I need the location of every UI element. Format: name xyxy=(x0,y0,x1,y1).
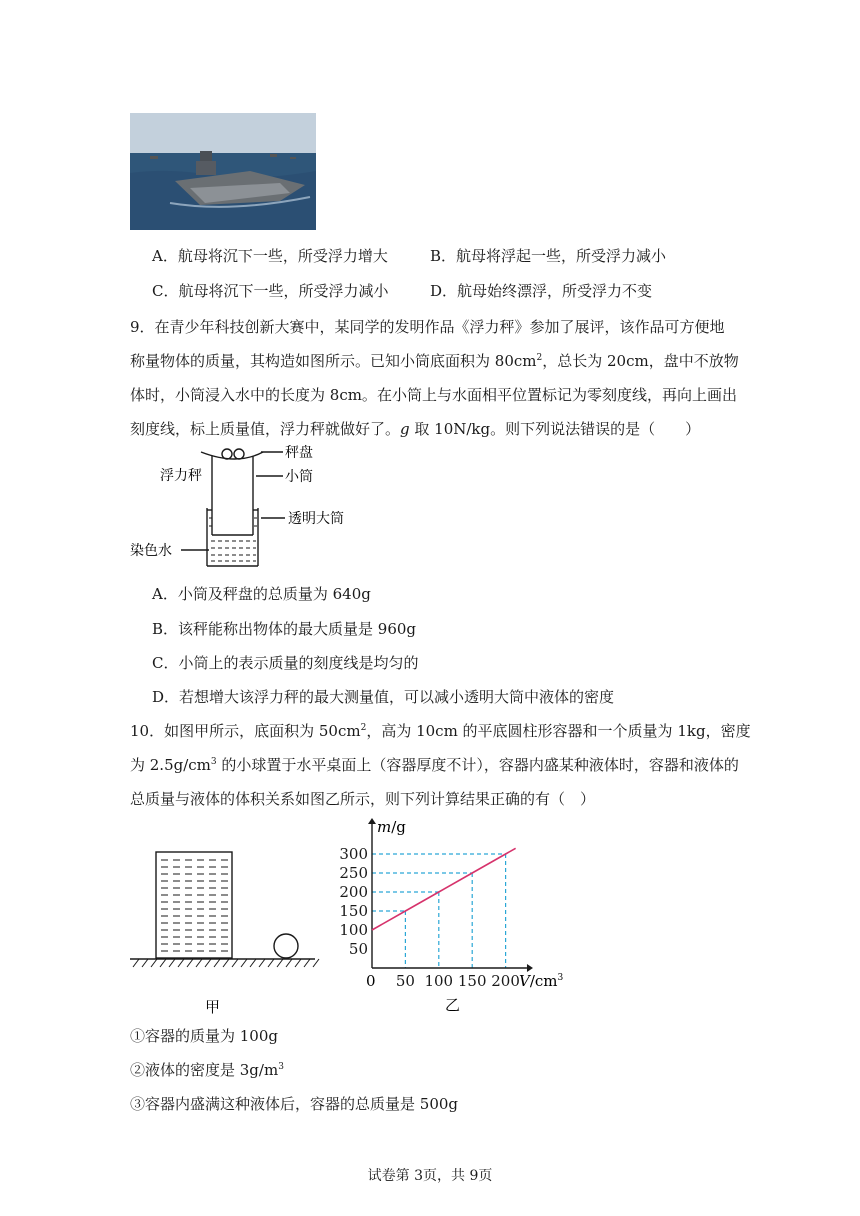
q9-option-b: B．该秤能称出物体的最大质量是 960g xyxy=(152,620,417,638)
x-tick-label: 150 xyxy=(457,972,487,990)
fig-jia-label: 甲 xyxy=(205,998,221,1016)
series-line xyxy=(372,848,516,930)
y-tick-label: 50 xyxy=(348,940,368,958)
label-pan: 秤盘 xyxy=(285,445,313,461)
buoyancy-scale-figure xyxy=(125,440,365,575)
q10-statement-2: ②液体的密度是 $3g/m^3$ xyxy=(130,1061,284,1079)
label-water: 染色水 xyxy=(130,543,172,559)
y-axis-arrow xyxy=(368,818,376,824)
q8-option-a: A．航母将沉下一些，所受浮力增大 xyxy=(152,247,388,265)
q8-option-c: C．航母将沉下一些，所受浮力减小 xyxy=(152,282,389,300)
q10-line-1: 10．如图甲所示，底面积为 $50cm^2$，高为 10cm 的平底圆柱形容器和一个质量为 1kg，密度 xyxy=(130,722,751,740)
q10-line-3: 总质量与液体的体积关系如图乙所示，则下列计算结果正确的有（ ） xyxy=(130,790,596,808)
q9-option-a: A．小筒及秤盘的总质量为 640g xyxy=(152,585,371,603)
q9-option-d: D．若想增大该浮力秤的最大测量值，可以减小透明大筒中液体的密度 xyxy=(152,688,615,706)
q10-line-2: 为 $2.5g/cm^3$ 的小球置于水平桌面上（容器厚度不计），容器内盛某种液体时，容器和液体的 xyxy=(130,756,739,774)
chart-ylabel: m/g xyxy=(377,818,406,836)
q9-line-3: 体时，小筒浸入水中的长度为 8cm。在小筒上与水面相平位置标记为零刻度线，再向上画出 xyxy=(130,386,737,404)
x-tick-label: 50 xyxy=(395,972,415,990)
figure-jia xyxy=(125,840,325,1020)
q8-option-d: D．航母始终漂浮，所受浮力不变 xyxy=(430,282,653,300)
q10-statement-1: ①容器的质量为 100g xyxy=(130,1027,279,1045)
ball xyxy=(274,934,298,958)
fig-yi-label: 乙 xyxy=(445,996,461,1014)
x-axis-arrow xyxy=(527,964,533,972)
q9-line-1: 9．在青少年科技创新大赛中，某同学的发明作品《浮力秤》参加了展评，该作品可方便地 xyxy=(130,318,725,336)
carrier-image xyxy=(130,113,316,230)
ground-hatching xyxy=(133,959,319,967)
q9-line-4: 刻度线，标上质量值，浮力秤就做好了。g 取 10N/kg。则下列说法错误的是（ ） xyxy=(130,420,701,438)
container xyxy=(156,852,232,958)
y-tick-label: 150 xyxy=(339,902,368,920)
q9-option-c: C．小筒上的表示质量的刻度线是均匀的 xyxy=(152,654,419,672)
label-small-tube: 小筒 xyxy=(285,469,313,485)
x-tick-label: 100 xyxy=(424,972,454,990)
x-tick-label: 200 xyxy=(491,972,520,990)
y-tick-label: 300 xyxy=(339,845,368,863)
y-tick-label: 200 xyxy=(339,883,368,901)
q8-option-b: B．航母将浮起一些，所受浮力减小 xyxy=(430,247,667,265)
page-footer: 试卷第 3页，共 9页 xyxy=(367,1168,493,1184)
q10-statement-3: ③容器内盛满这种液体后，容器的总质量是 500g xyxy=(130,1095,459,1113)
y-tick-label: 250 xyxy=(339,864,368,882)
label-scale: 浮力秤 xyxy=(160,468,202,484)
aircraft-carrier-photo xyxy=(130,113,316,230)
label-big-tube: 透明大筒 xyxy=(288,511,344,527)
y-tick-label: 100 xyxy=(339,921,368,939)
chart-xlabel: $V/cm^3$ xyxy=(519,972,564,990)
q9-line-2: 称量物体的质量，其构造如图所示。已知小筒底面积为 $80cm^2$，总长为 20cm，盘中不放物 xyxy=(130,352,739,370)
chart-origin-label: 0 xyxy=(366,972,376,990)
mass-volume-chart xyxy=(335,810,580,1020)
